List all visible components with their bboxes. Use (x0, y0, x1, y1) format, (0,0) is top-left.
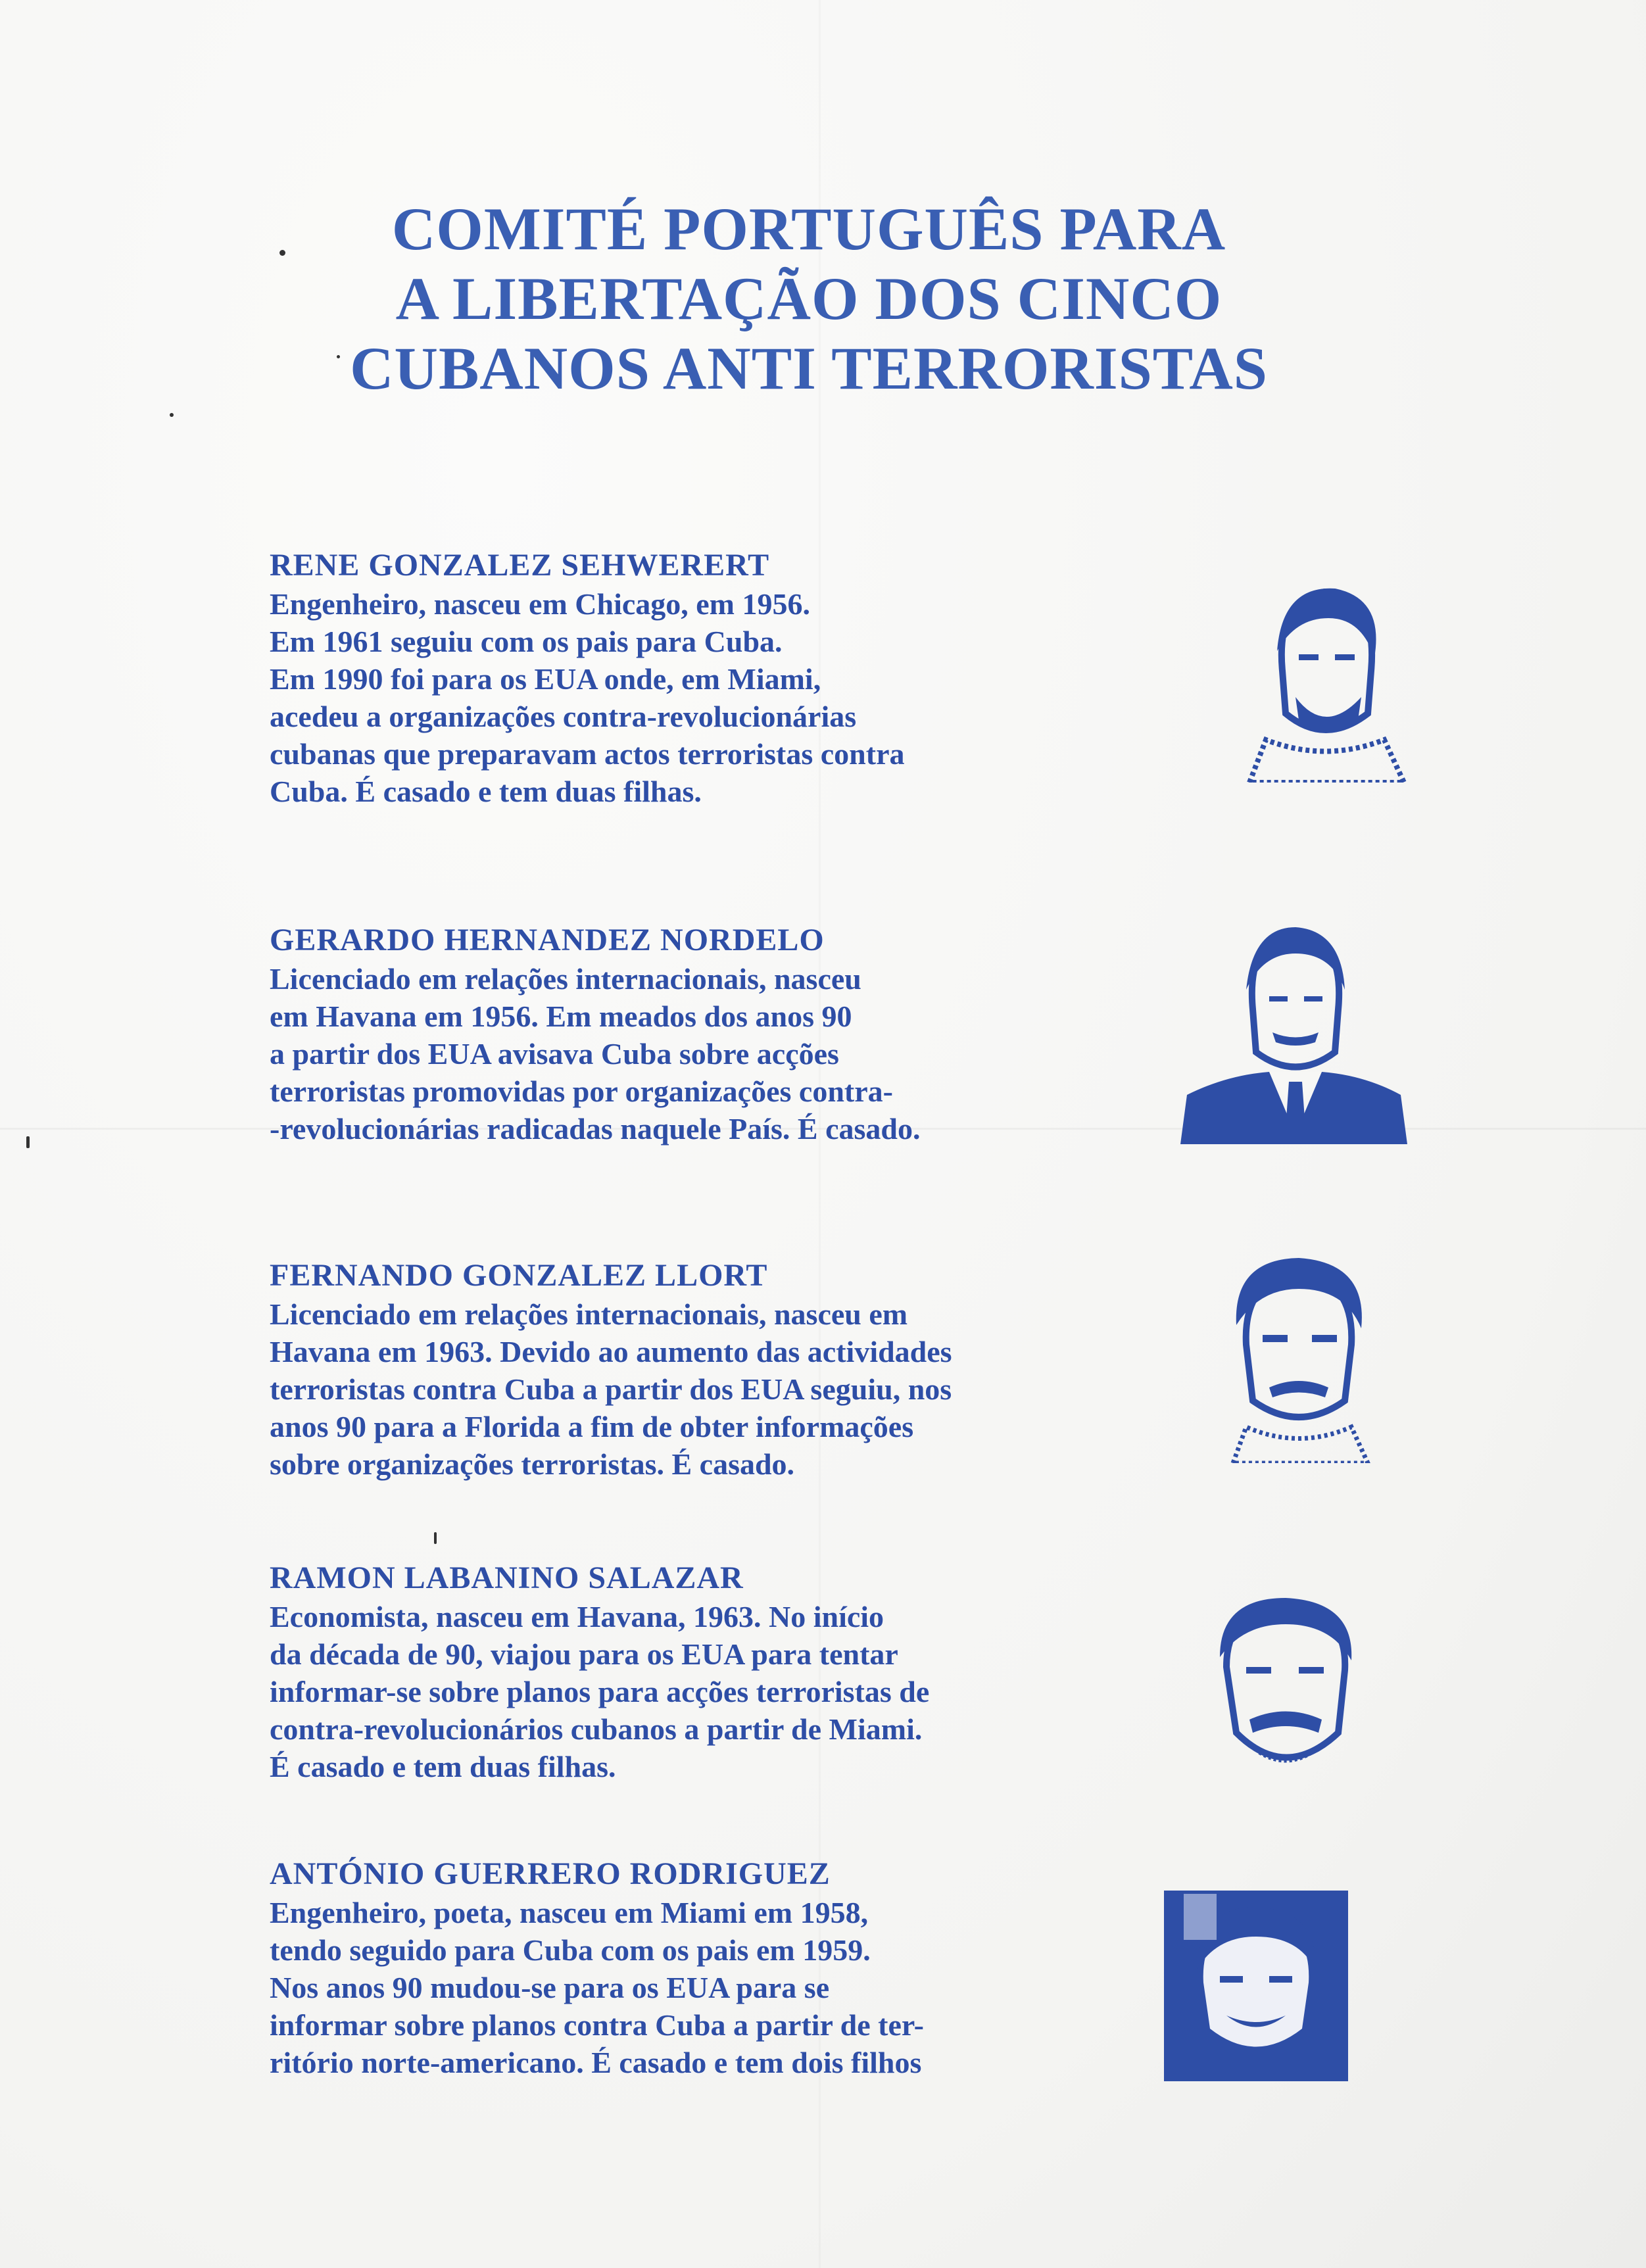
bio-text-line: terroristas promovidas por organizações contra- (270, 1074, 893, 1108)
portrait-photo-ramon (1200, 1595, 1374, 1792)
bio-fernando-gonzalez (270, 1256, 1190, 1483)
bio-text-line: Engenheiro, nasceu em Chicago, em 1956. (270, 587, 811, 621)
title-line-1: COMITÉ PORTUGUÊS PARA (391, 195, 1226, 262)
bio-text-line: acedeu a organizações contra-revolucionárias (270, 700, 857, 733)
bio-text-line: Em 1961 seguiu com os pais para Cuba. (270, 625, 783, 658)
portrait-photo-fernando (1207, 1253, 1394, 1463)
ink-speck (26, 1136, 30, 1148)
bio-text-line: Nos anos 90 mudou-se para os EUA para se (270, 1971, 830, 2004)
portrait-photo-rene (1236, 572, 1414, 783)
bio-text-line: ritório norte-americano. É casado e tem dois filhos (270, 2046, 922, 2079)
bio-name: RENE GONZALEZ SEHWERERT (270, 548, 770, 583)
bio-text-line: a partir dos EUA avisava Cuba sobre acções (270, 1037, 839, 1071)
bio-text-line: Economista, nasceu em Havana, 1963. No início (270, 1600, 884, 1633)
bio-text-line: Licenciado em relações internacionais, nasceu (270, 962, 861, 996)
portrait-photo-gerardo (1180, 917, 1407, 1144)
bio-name: RAMON LABANINO SALAZAR (270, 1560, 744, 1595)
bio-name: ANTÓNIO GUERRERO RODRIGUEZ (270, 1856, 831, 1891)
ink-speck (434, 1532, 437, 1544)
bio-text-line: Licenciado em relações internacionais, nasceu em (270, 1297, 908, 1331)
bio-text-line: informar sobre planos contra Cuba a partir de ter- (270, 2008, 924, 2042)
bio-text-line: contra-revolucionários cubanos a partir de Miami. (270, 1712, 923, 1746)
bio-text-line: Cuba. É casado e tem duas filhas. (270, 775, 702, 808)
ink-speck (170, 413, 174, 417)
title-line-2: A LIBERTAÇÃO DOS CINCO (395, 265, 1222, 332)
bio-text-line: Havana em 1963. Devido ao aumento das actividades (270, 1335, 952, 1368)
title-line-3: CUBANOS ANTI TERRORISTAS (350, 335, 1268, 402)
bio-text-line: -revolucionárias radicadas naquele País. É casado. (270, 1112, 921, 1146)
bio-text-line: da década de 90, viajou para os EUA para tentar (270, 1637, 898, 1671)
bio-text-line: Em 1990 foi para os EUA onde, em Miami, (270, 662, 821, 696)
bio-text-line: tendo seguido para Cuba com os pais em 1959. (270, 1933, 871, 1967)
bio-text-line: cubanas que preparavam actos terroristas contra (270, 737, 905, 771)
bio-text-line: É casado e tem duas filhas. (270, 1750, 616, 1783)
bio-text-line: sobre organizações terroristas. É casado. (270, 1447, 795, 1481)
bio-ramon-labanino (270, 1558, 1190, 1785)
bio-rene-gonzalez (270, 546, 1190, 810)
bio-text-line: anos 90 para a Florida a fim de obter informações (270, 1410, 914, 1443)
bio-text-line: informar-se sobre planos para acções terroristas de (270, 1675, 930, 1708)
bio-name: GERARDO HERNANDEZ NORDELO (270, 923, 825, 957)
portrait-photo-antonio (1157, 1884, 1355, 2085)
page-title (250, 194, 1368, 403)
bio-antonio-guerrero (270, 1854, 1190, 2081)
bio-text-line: Engenheiro, poeta, nasceu em Miami em 1958, (270, 1896, 869, 1929)
bio-gerardo-hernandez (270, 921, 1190, 1147)
bio-name: FERNANDO GONZALEZ LLORT (270, 1258, 768, 1293)
bio-text-line: em Havana em 1956. Em meados dos anos 90 (270, 1000, 852, 1033)
bio-text-line: terroristas contra Cuba a partir dos EUA seguiu, nos (270, 1372, 952, 1406)
